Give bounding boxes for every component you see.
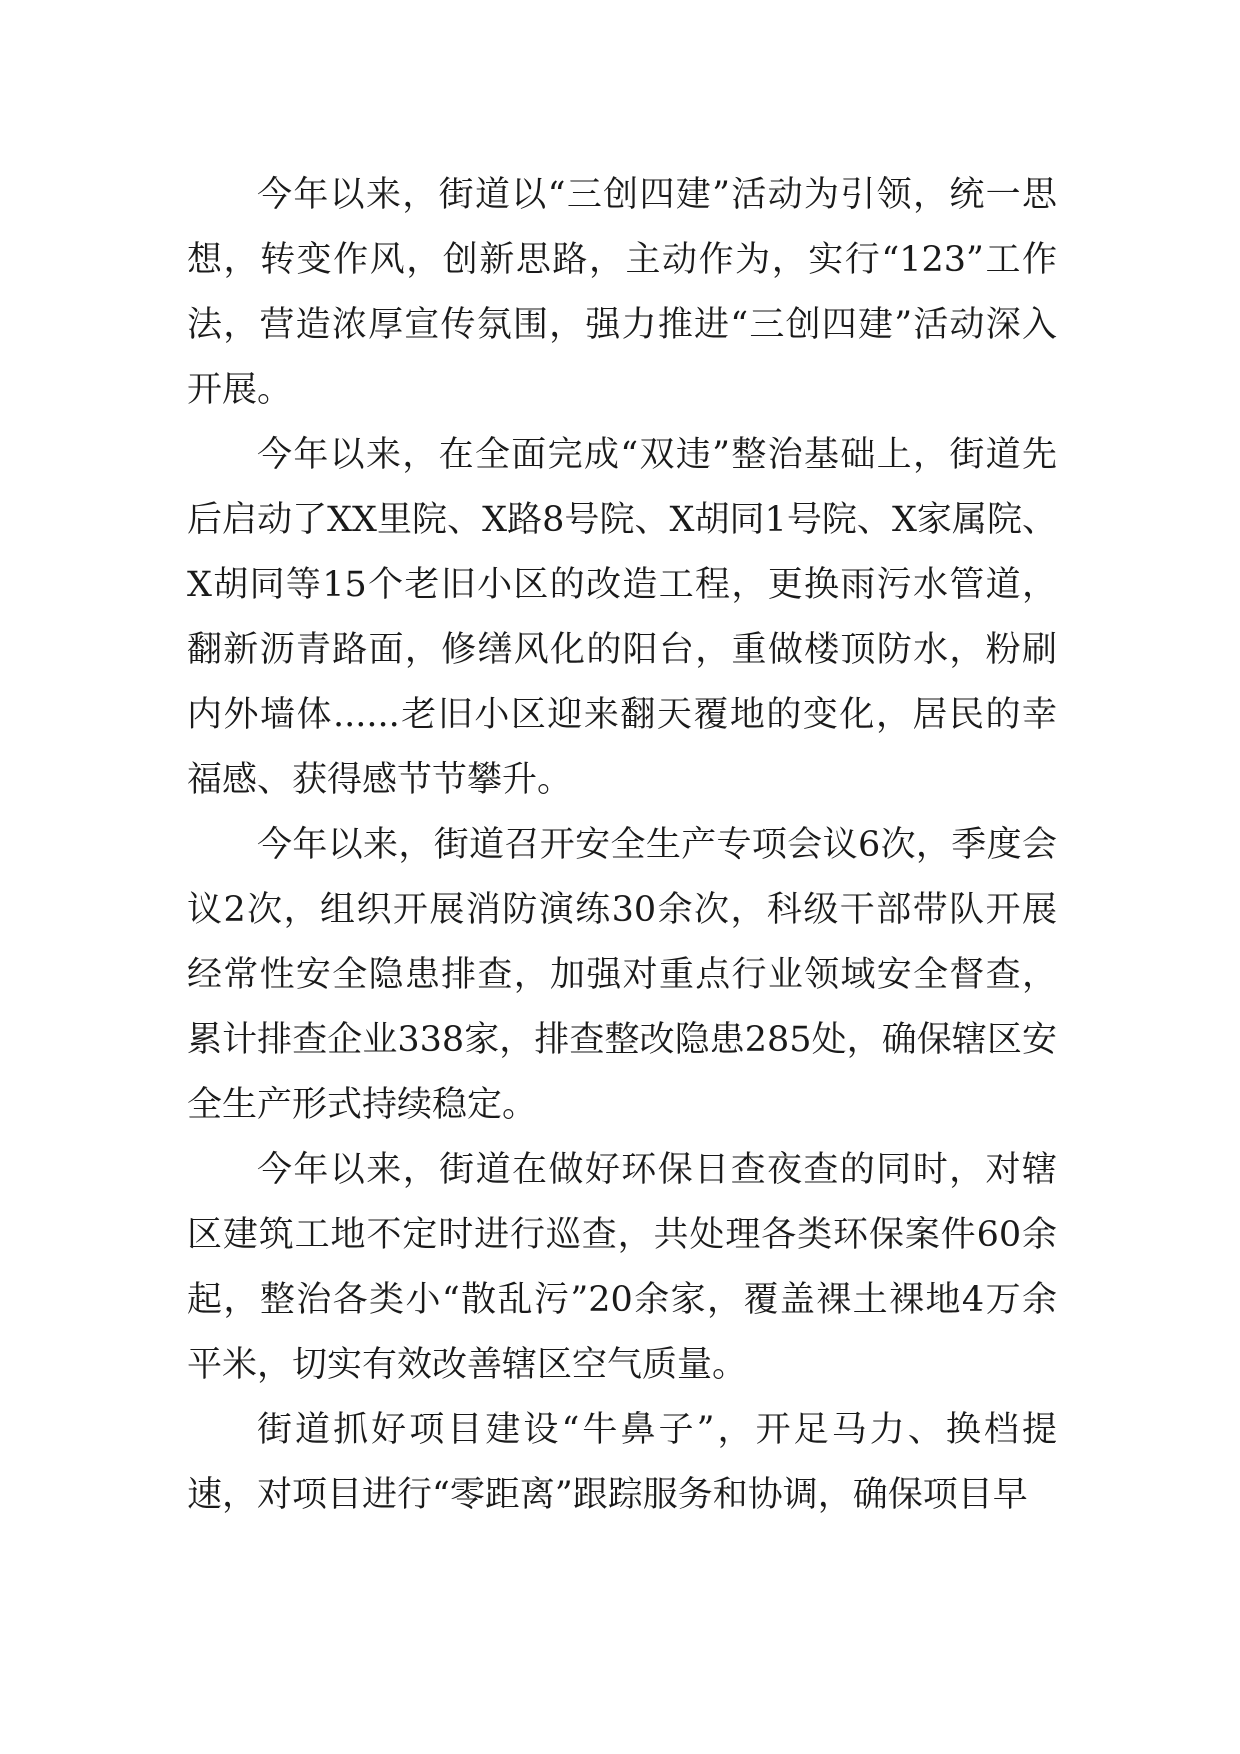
paragraph-3: 今年以来，街道召开安全生产专项会议6次，季度会议2次，组织开展消防演练30余次，科级干部带队开展经常性安全隐患排查，加强对重点行业领域安全督查，累计排查企业338家，排查整改隐患285处，确保辖区安全生产形式持续稳定。 — [187, 825, 1057, 1125]
document-body — [187, 163, 1057, 1528]
paragraph-5: 街道抓好项目建设“牛鼻子”，开足马力、换档提速，对项目进行“零距离”跟踪服务和协调，确保项目早 — [187, 1410, 1057, 1515]
paragraph-4: 今年以来，街道在做好环保日查夜查的同时，对辖区建筑工地不定时进行巡查，共处理各类环保案件60余起，整治各类小“散乱污”20余家，覆盖裸土裸地4万余平米，切实有效改善辖区空气质量。 — [187, 1150, 1057, 1385]
paragraph-1: 今年以来，街道以“三创四建”活动为引领，统一思想，转变作风，创新思路，主动作为，实行“123”工作法，营造浓厚宣传氛围，强力推进“三创四建”活动深入开展。 — [187, 175, 1057, 410]
paragraph-2: 今年以来，在全面完成“双违”整治基础上，街道先后启动了XX里院、X路8号院、X胡同1号院、X家属院、X胡同等15个老旧小区的改造工程，更换雨污水管道，翻新沥青路面，修缮风化的阳台，重做楼顶防水，粉刷内外墙体......老旧小区迎来翻天覆地的变化，居民的幸福感、获得感节节攀升。 — [187, 435, 1057, 800]
